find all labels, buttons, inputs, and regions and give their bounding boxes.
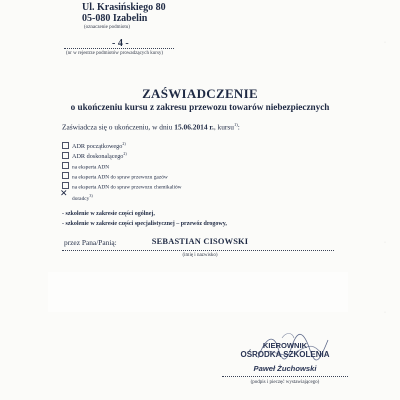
certificate-subtitle: o ukończeniu kursu z zakresu przewozu towarów niebezpiecznych — [70, 102, 330, 112]
stamp-line3: Paweł Żuchowski — [253, 364, 317, 373]
person-name-line — [62, 250, 334, 251]
option-label: na eksperta ADN do spraw przewozu gazów — [72, 174, 168, 181]
stamp-caption: (podpis i pieczęć wystawiającego) — [250, 380, 320, 385]
checkbox — [62, 182, 69, 189]
statement — [62, 122, 240, 131]
certificate-title: ZAŚWIADCZENIE — [142, 86, 258, 101]
register-number: - 4 - — [112, 38, 129, 49]
option-item — [62, 182, 182, 191]
scan-edge-mark: · — [384, 240, 386, 246]
redacted-area — [48, 272, 348, 312]
scan-edge-mark: · — [384, 40, 386, 46]
checkbox — [62, 172, 69, 179]
statement-suffix: , kursu — [213, 122, 234, 132]
person-prefix: przez Pana/Panią: — [64, 238, 117, 247]
option-item — [62, 162, 109, 171]
option-label: doradcy — [72, 195, 90, 202]
section-general: - szkolenie w zakresie części ogólnej, — [62, 211, 155, 217]
register-caption: (nr w rejestrze podmiotów prowadzących kursy) — [66, 51, 164, 56]
statement-colon: : — [237, 122, 240, 132]
option-label: na eksperta ADN — [72, 164, 110, 171]
statement-footnote: 1) — [233, 122, 238, 127]
org-stamp-caption: (oznaczenie podmiotu) — [84, 25, 130, 30]
stamp-line — [222, 376, 348, 377]
option-note: 2) — [123, 151, 127, 156]
checkbox — [62, 162, 69, 169]
address-line1: Ul. Krasińskiego 80 — [82, 2, 166, 13]
section-specialist: - szkolenie w zakresie części specjalistycznej – przewóz drogowy, — [62, 221, 227, 227]
statement-prefix: Zaświadcza się o ukończeniu, w dniu — [62, 122, 173, 132]
scan-edge-mark: · — [384, 310, 386, 316]
option-label: ADR początkowego — [72, 143, 123, 151]
option-label: na eksperta ADN do spraw przewozu chemikaliów — [72, 184, 182, 191]
completion-date: 15.06.2014 r. — [174, 122, 214, 132]
option-note: 3) — [89, 193, 93, 198]
option-label: ADR doskonalącego — [72, 153, 124, 161]
checkbox — [62, 152, 69, 159]
option-note: 2) — [122, 141, 126, 146]
person-caption: (imię i nazwisko) — [182, 253, 218, 258]
stamp-line2: OŚRODKA SZKOLENIA — [240, 350, 330, 359]
person-name: SEBASTIAN CISOWSKI — [151, 237, 249, 246]
address-line2: 05-080 Izabelin — [82, 13, 148, 24]
option-item — [62, 141, 126, 150]
x-check-mark-icon: ✕ — [60, 189, 68, 199]
option-item — [62, 172, 168, 181]
checkbox — [62, 142, 69, 149]
option-item — [62, 151, 127, 160]
stamp-line1: KIEROWNIK — [262, 341, 308, 350]
